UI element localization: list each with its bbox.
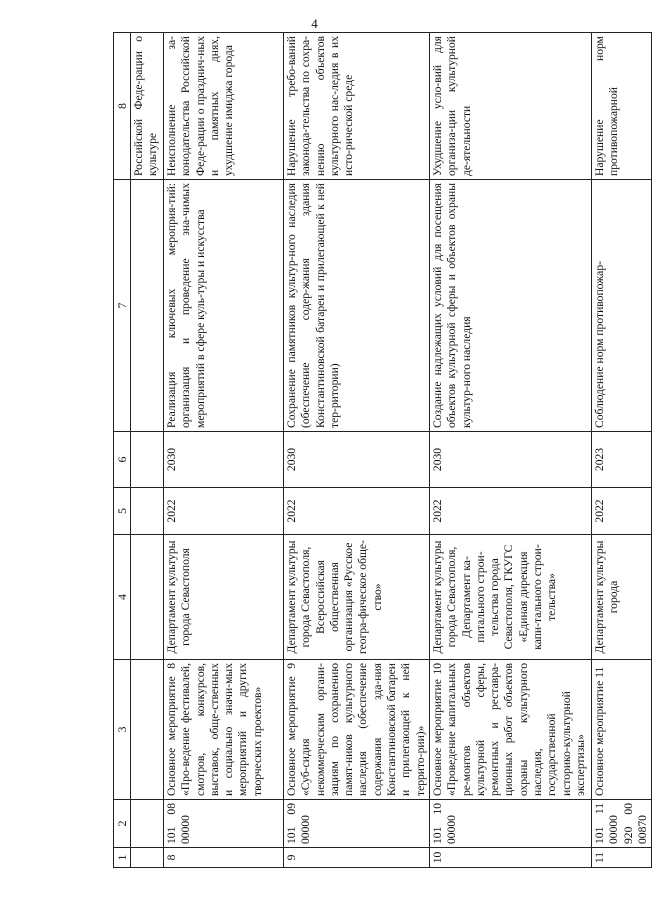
row-number: 10 [429,848,591,868]
col-header: 1 [114,848,131,868]
start-year: 2022 [429,488,591,535]
expected-result: Сохранение памятников культур-ного наследия (обеспечение содер-жания здания Константиновской батареи и прилегающей к ней тер-ритории) [284,180,430,432]
end-year: 2030 [284,432,430,488]
executor: Департамент культуры города Севастополя [164,535,284,660]
activities-table [113,32,652,868]
row-number: 9 [284,848,430,868]
consequence: Нарушение требо-ваний законода-тельства по сохра-нению объектов культурного нас-ледия в их исто-рической среде [284,33,430,180]
expected-result [131,180,164,432]
budget-code: 101 08 00000 [164,800,284,848]
expected-result: Создание надлежащих условий для посещения объектов культурной сферы и объектов охраны культур-ного наследия [429,180,591,432]
end-year: 2030 [164,432,284,488]
table-row [284,33,430,868]
start-year: 2022 [164,488,284,535]
col-header: 8 [114,33,131,180]
activity-name: Основное мероприятие 8 «Про-ведение фестивалей, смотров, конкурсов, выставок, обще-ственных и социально значи-мых мероприятий и других творческих проектов» [164,660,284,800]
col-header: 4 [114,535,131,660]
table-row [429,33,591,868]
budget-code: 101 09 00000 [284,800,430,848]
end-year: 2030 [429,432,591,488]
activity-name: Основное мероприятие 11 [591,660,651,800]
executor [131,535,164,660]
table-row [164,33,284,868]
col-header: 2 [114,800,131,848]
end-year: 2023 [591,432,651,488]
executor: Департамент культуры города [591,535,651,660]
rotated-table-page [113,33,649,868]
col-header: 6 [114,432,131,488]
consequence: Ухудшение усло-вий для организа-ции культурной де-ятельности [429,33,591,180]
start-year: 2022 [591,488,651,535]
consequence: Неисполнение за-конодательства Российской Феде-рации о празднич-ных и памятных днях, ухудшение имиджа города [164,33,284,180]
executor: Департамент культуры города Севастополя, Всероссийская общественная организация «Русское геогра-фическое обще-ство» [284,535,430,660]
table-row [131,33,164,868]
executor: Департамент культуры города Севастополя, Департамент ка-питального строи-тельства города Севастополя, ГКУГС «Единая дирекция капи-тального строи-тельства» [429,535,591,660]
col-header: 3 [114,660,131,800]
budget-code: 101 10 00000 [429,800,591,848]
budget-code [131,800,164,848]
expected-result: Реализация ключевых мероприя-тий: организация и проведение зна-чимых мероприятий в сфере куль-туры и искусства [164,180,284,432]
activity-name [131,660,164,800]
consequence: Российской Феде-рации о культуре [131,33,164,180]
activity-name: Основное мероприятие 9 «Суб-сидия некоммерческим органи-зациям по сохранению памят-ников культурного наследия (обеспечение содержания зда-ния Константиновской батареи и прилегающей к ней террито-рии)» [284,660,430,800]
row-number: 8 [164,848,284,868]
activity-name: Основное мероприятие 10 «Проведение капитальных ре-монтов объектов культурной сферы, ремонтных и реставра-ционных работ объектов охраны культурного наследия, государственной историко-культурной экспертизы» [429,660,591,800]
table-row [591,33,651,868]
row-number: 11 [591,848,651,868]
start-year [131,488,164,535]
expected-result: Соблюдение норм противопожар- [591,180,651,432]
start-year: 2022 [284,488,430,535]
consequence: Нарушение норм противопожарной [591,33,651,180]
col-header: 5 [114,488,131,535]
row-number [131,848,164,868]
col-header: 7 [114,180,131,432]
end-year [131,432,164,488]
column-number-row [114,33,131,868]
page-number: 4 [311,16,318,31]
budget-code: 101 11 00000 920 00 00870 [591,800,651,848]
